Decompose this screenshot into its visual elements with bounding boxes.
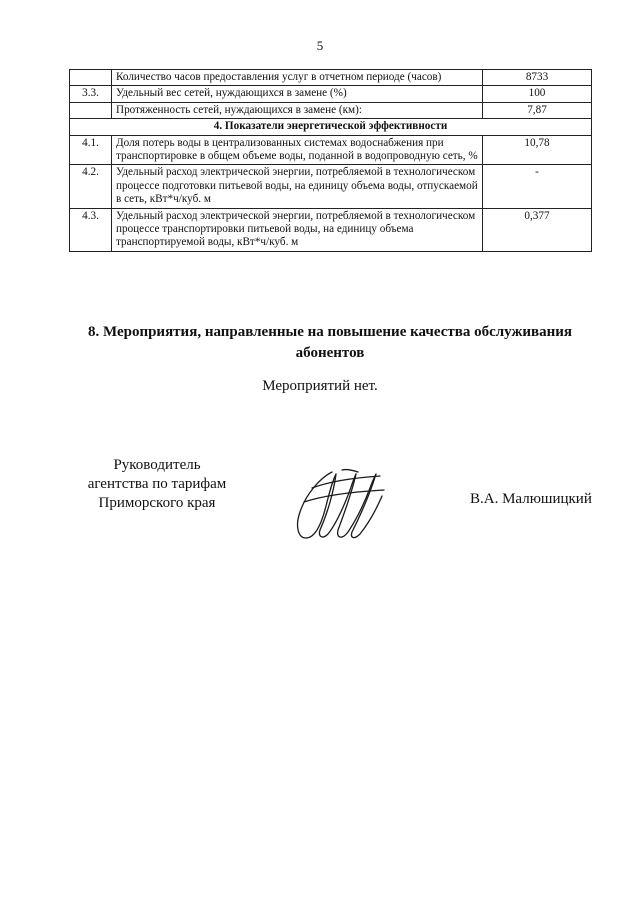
signatory-position: [72, 456, 242, 513]
page-number: 5: [316, 38, 324, 53]
row-value: 7,87: [483, 102, 592, 118]
row-value: 8733: [483, 70, 592, 86]
handwritten-signature: [292, 468, 388, 544]
indicators-table: [69, 69, 592, 252]
row-description: Доля потерь воды в централизованных системах водоснабжения при транспортировке в общем объеме воды, поданной в водопроводную сеть, %: [112, 135, 483, 165]
row-description: Количество часов предоставления услуг в отчетном периоде (часов): [112, 70, 483, 86]
row-value: 10,78: [483, 135, 592, 165]
row-number: 4.3.: [70, 208, 112, 251]
table-row: [70, 208, 592, 251]
row-description: Удельный расход электрической энергии, потребляемой в технологическом процессе подготовки питьевой воды, на единицу объема воды, отпускаемой в сеть, кВт*ч/куб. м: [112, 165, 483, 208]
row-description: Удельный расход электрической энергии, потребляемой в технологическом процессе транспортировки питьевой воды, на единицу объема транспортируемой воды, кВт*ч/куб. м: [112, 208, 483, 251]
table-row: [70, 86, 592, 102]
section-4-heading: 4. Показатели энергетической эффективности: [70, 119, 592, 135]
position-line: Приморского края: [98, 495, 216, 511]
table-row: [70, 135, 592, 165]
table-row: [70, 70, 592, 86]
section-8-text: Мероприятий нет.: [262, 378, 378, 394]
table-row: [70, 102, 592, 118]
row-number: 3.3.: [70, 86, 112, 102]
row-value: 0,377: [483, 208, 592, 251]
position-line: Руководитель: [113, 457, 201, 473]
table-row: [70, 165, 592, 208]
table-section-row: [70, 119, 592, 135]
position-line: агентства по тарифам: [87, 476, 227, 492]
signatory-name: В.А. Малюшицкий: [470, 491, 592, 507]
row-number: [70, 102, 112, 118]
row-number: 4.1.: [70, 135, 112, 165]
row-value: 100: [483, 86, 592, 102]
section-8-title: 8. Мероприятия, направленные на повышение качества обслуживания абонентов: [87, 324, 572, 361]
row-value: -: [483, 165, 592, 208]
row-number: 4.2.: [70, 165, 112, 208]
row-number: [70, 70, 112, 86]
row-description: Удельный вес сетей, нуждающихся в замене (%): [112, 86, 483, 102]
row-description: Протяженность сетей, нуждающихся в замене (км):: [112, 102, 483, 118]
